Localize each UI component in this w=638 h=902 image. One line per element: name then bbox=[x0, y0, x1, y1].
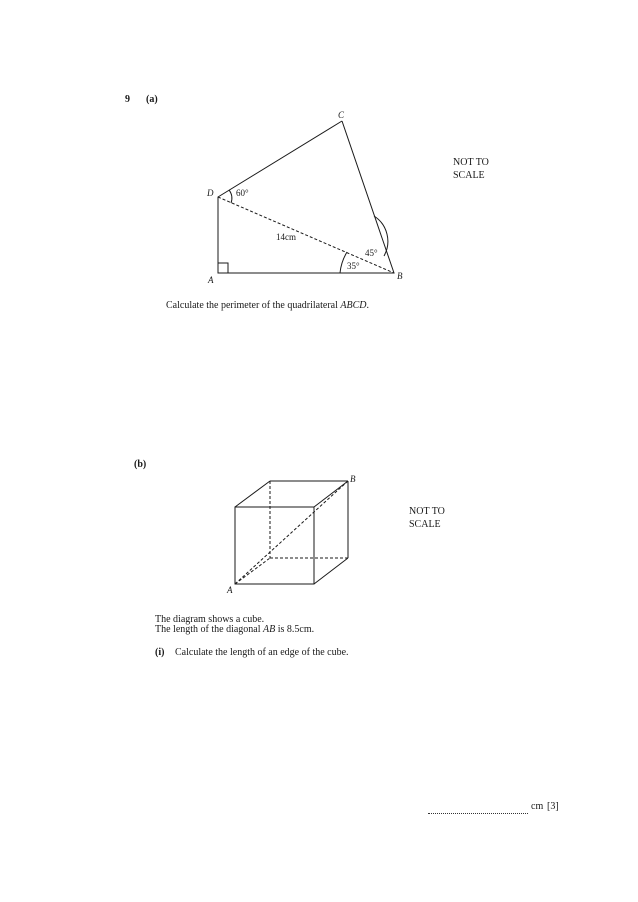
diagonal-length-label: 14cm bbox=[276, 232, 296, 242]
cube-top-right-edge bbox=[314, 481, 348, 507]
angle-D-label: 60° bbox=[236, 188, 249, 198]
part-b-line1: The diagram shows a cube. bbox=[155, 614, 265, 625]
not-to-scale-a-line1: NOT TO bbox=[453, 157, 489, 168]
vertex-C-label: C bbox=[338, 110, 345, 120]
cube-top-left-edge bbox=[235, 481, 270, 507]
instruction-prefix: Calculate the perimeter of the quadrilateral bbox=[166, 300, 341, 311]
part-b-label: (b) bbox=[134, 459, 147, 470]
instruction-shape: ABCD bbox=[340, 300, 367, 311]
line2-var: AB bbox=[263, 624, 276, 635]
not-to-scale-a-line2: SCALE bbox=[453, 170, 485, 181]
cube-front-face bbox=[235, 507, 314, 584]
sub-question-i-text: Calculate the length of an edge of the cube. bbox=[175, 647, 349, 658]
cube-diagonal-AB bbox=[235, 481, 348, 584]
sub-question-i-label: (i) bbox=[155, 647, 165, 658]
vertex-A-label: A bbox=[208, 275, 214, 285]
answer-unit: cm bbox=[531, 801, 544, 812]
cube-hidden-left-edge bbox=[235, 558, 270, 584]
cube-vertex-A-label: A bbox=[227, 585, 233, 595]
marks: [3] bbox=[547, 801, 559, 812]
angle-B-upper-label: 45° bbox=[365, 248, 378, 258]
not-to-scale-b-line1: NOT TO bbox=[409, 506, 445, 517]
vertex-B-label: B bbox=[397, 271, 403, 281]
cube-vertex-B-label: B bbox=[350, 474, 356, 484]
instruction-suffix: . bbox=[366, 300, 369, 311]
not-to-scale-b-line2: SCALE bbox=[409, 519, 441, 530]
angle-B-lower-label: 35° bbox=[347, 261, 360, 271]
question-number: 9 bbox=[125, 94, 130, 105]
part-b-line2 bbox=[155, 624, 314, 636]
part-a-label: (a) bbox=[146, 94, 158, 105]
line2-prefix: The length of the diagonal bbox=[155, 624, 264, 635]
answer-line[interactable] bbox=[428, 807, 528, 814]
line2-suffix: is 8.5cm. bbox=[275, 624, 315, 635]
cube-bottom-right-edge bbox=[314, 558, 348, 584]
vertex-D-label: D bbox=[207, 188, 214, 198]
